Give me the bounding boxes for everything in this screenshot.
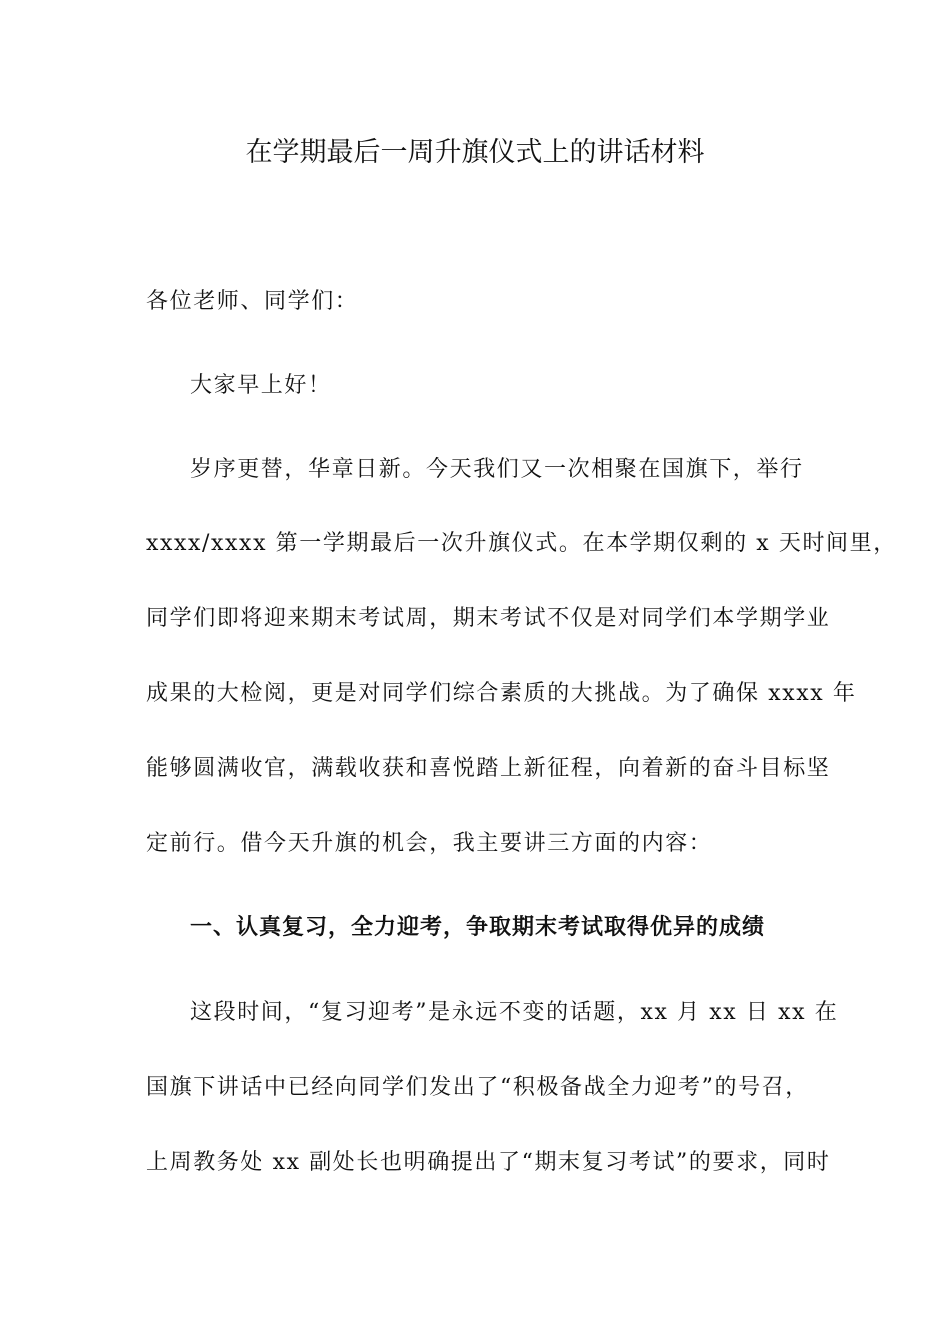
paragraph-line: 这段时间，“复习迎考”是永远不变的话题，xx 月 xx 日 xx 在 [190, 1000, 839, 1025]
paragraph-line: 国旗下讲话中已经向同学们发出了“积极备战全力迎考”的号召， [146, 1075, 809, 1100]
document-title: 在学期最后一周升旗仪式上的讲话材料 [245, 137, 705, 168]
section-heading: 一、认真复习，全力迎考，争取期末考试取得优异的成绩 [190, 915, 766, 940]
paragraph-line: 能够圆满收官，满载收获和喜悦踏上新征程，向着新的奋斗目标坚 [146, 756, 831, 781]
paragraph-line: 成果的大检阅，更是对同学们综合素质的大挑战。为了确保 xxxx 年 [146, 681, 857, 706]
paragraph-line: 岁序更替，华章日新。今天我们又一次相聚在国旗下，举行 [190, 457, 804, 482]
greeting: 大家早上好！ [190, 373, 332, 398]
paragraph-line: 上周教务处 xx 副处长也明确提出了“期末复习考试”的要求，同时 [146, 1150, 831, 1175]
paragraph-line: 同学们即将迎来期末考试周，期末考试不仅是对同学们本学期学业 [146, 606, 831, 631]
paragraph-line: 定前行。借今天升旗的机会，我主要讲三方面的内容： [146, 831, 713, 856]
salutation: 各位老师、同学们： [146, 289, 359, 314]
paragraph-line: xxxx/xxxx 第一学期最后一次升旗仪式。在本学期仅剩的 x 天时间里， [146, 531, 897, 556]
